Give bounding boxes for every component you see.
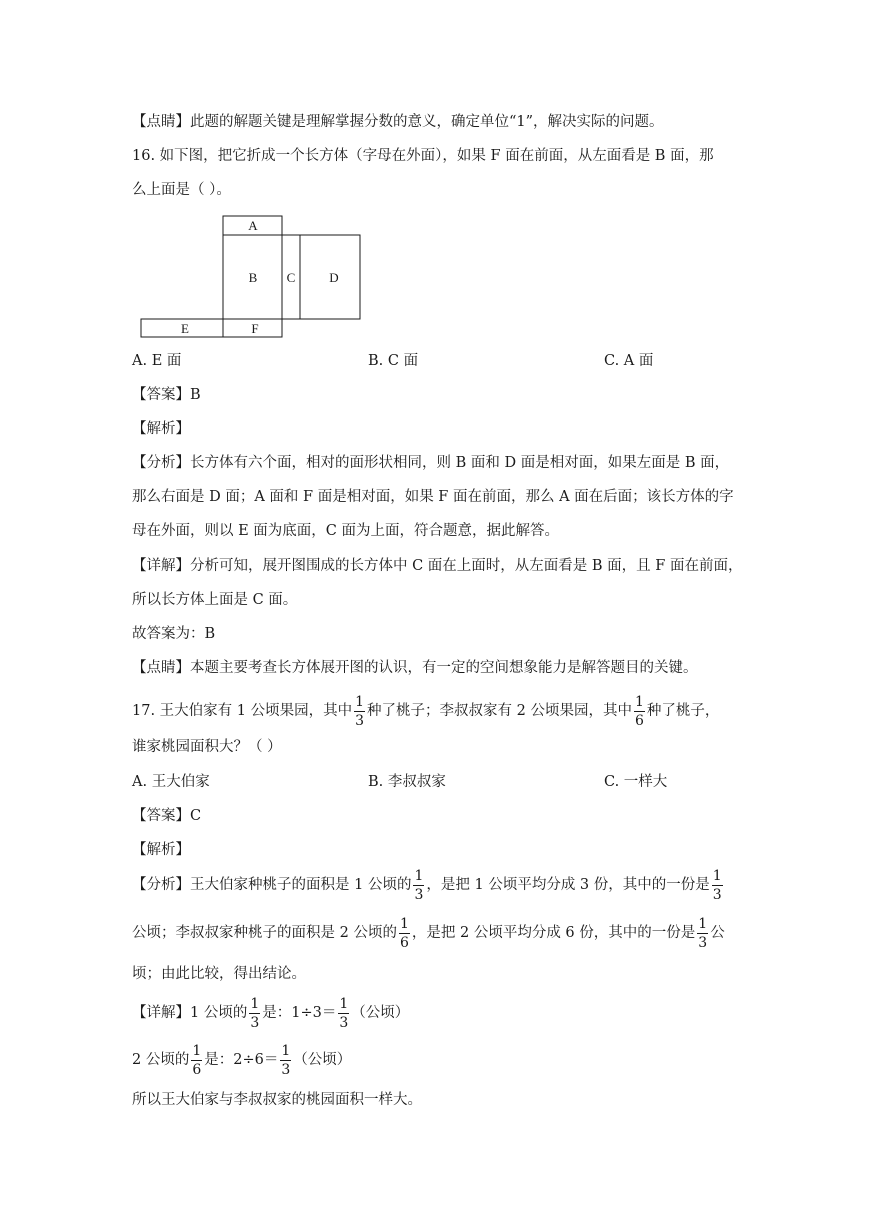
fraction-numerator: 1: [281, 1042, 291, 1059]
q17-jiexi: 【解析】: [132, 842, 190, 858]
net-label-d: D: [329, 270, 339, 285]
fraction-denominator: 3: [414, 886, 424, 903]
q17-xj1-part1: 【详解】1 公顷的: [132, 1005, 248, 1021]
fraction-one-sixth: [634, 695, 645, 728]
q17-fenxi2-part2: ，是把 2 公顷平均分成 6 份，其中的一份是: [411, 925, 696, 941]
q17-fenxi1-part1: 【分析】王大伯家种桃子的面积是 1 公顷的: [132, 877, 412, 893]
fraction-denominator: 3: [712, 886, 722, 903]
fraction-numerator: 1: [635, 693, 644, 710]
q17-answer: 【答案】C: [132, 808, 202, 824]
fraction-denominator: 6: [192, 1061, 202, 1078]
q16-option-a: A. E 面: [132, 353, 182, 369]
fraction-denominator: 3: [698, 934, 708, 951]
q16-option-b: B. C 面: [368, 353, 419, 369]
q17-stem-line2: 谁家桃园面积大？（ ）: [132, 739, 282, 755]
q17-fenxi-line3: 顷；由此比较，得出结论。: [132, 966, 306, 982]
fraction-one-third: [413, 869, 424, 902]
fraction-one-sixth: [399, 917, 410, 950]
fraction-numerator: 1: [250, 995, 260, 1012]
net-label-f: F: [251, 321, 259, 336]
net-label-e: E: [181, 321, 189, 336]
q17-xj2-part2: 是：2÷6＝: [204, 1052, 279, 1068]
q17-fenxi-line1: [132, 866, 725, 904]
fraction-denominator: 3: [250, 1014, 260, 1031]
fraction-numerator: 1: [698, 915, 708, 932]
fraction-one-third: [338, 997, 349, 1030]
q17-stem-part1: 17. 王大伯家有 1 公顷果园，其中: [132, 703, 353, 719]
fraction-denominator: 3: [339, 1014, 349, 1031]
q17-xj1-part2: 是：1÷3＝: [262, 1005, 337, 1021]
q16-jiexi: 【解析】: [132, 421, 190, 437]
q17-fenxi2-part3: 公: [710, 925, 725, 941]
q17-fenxi-line2: [132, 914, 725, 952]
fraction-one-third: [354, 695, 365, 728]
q16-fenxi-line1: 【分析】长方体有六个面，相对的面形状相同，则 B 面和 D 面是相对面，如果左面是 B 面，: [132, 455, 730, 471]
q17-stem-part2: 种了桃子；李叔叔家有 2 公顷果园，其中: [367, 703, 632, 719]
fraction-denominator: 3: [355, 712, 365, 729]
q17-fenxi1-part2: ，是把 1 公顷平均分成 3 份，其中的一份是: [426, 877, 710, 893]
cuboid-net-svg: [140, 215, 362, 339]
fraction-numerator: 1: [712, 867, 722, 884]
q17-option-a: A. 王大伯家: [132, 774, 210, 790]
fraction-one-third: [697, 917, 708, 950]
q17-xj1-part3: （公顷）: [351, 1005, 410, 1021]
q16-fenxi-line3: 母在外面，则以 E 面为底面，C 面为上面，符合题意，据此解答。: [132, 523, 560, 539]
fraction-denominator: 6: [635, 712, 644, 729]
q17-xj2-part1: 2 公顷的: [132, 1052, 190, 1068]
q16-stem-line1: 16. 如下图，把它折成一个长方体（字母在外面），如果 F 面在前面，从左面看是 B 面，那: [132, 148, 714, 164]
q16-option-c: C. A 面: [604, 353, 654, 369]
q17-stem-part3: 种了桃子，: [646, 703, 720, 719]
q17-xiangjie-line2: [132, 1041, 351, 1079]
q15-dianjing: 【点睛】此题的解题关键是理解掌握分数的意义，确定单位“1”，解决实际的问题。: [132, 114, 664, 130]
q16-dianjing: 【点睛】本题主要考查长方体展开图的认识，有一定的空间想象能力是解答题目的关键。: [132, 660, 698, 676]
fraction-one-sixth: [191, 1044, 202, 1077]
fraction-one-third: [712, 869, 723, 902]
q16-stem-line2: 么上面是（ ）。: [132, 182, 231, 198]
net-label-b: B: [248, 270, 258, 285]
fraction-numerator: 1: [355, 693, 365, 710]
q17-xj2-part3: （公顷）: [293, 1052, 352, 1068]
q16-xiangjie-line1: 【详解】分析可知，展开图围成的长方体中 C 面在上面时，从左面看是 B 面，且 F 面在前面，: [132, 558, 743, 574]
q16-answer: 【答案】B: [132, 387, 201, 403]
q17-conclusion: 所以王大伯家与李叔叔家的桃园面积一样大。: [132, 1092, 422, 1108]
q17-xiangjie-line1: [132, 994, 409, 1032]
q16-xiangjie-line2: 所以长方体上面是 C 面。: [132, 592, 298, 608]
fraction-numerator: 1: [399, 915, 409, 932]
q16-fenxi-line2: 那么右面是 D 面；A 面和 F 面是相对面，如果 F 面在前面，那么 A 面在后面；该长方体的字: [132, 489, 734, 505]
fraction-one-third: [280, 1044, 291, 1077]
fraction-one-third: [249, 997, 260, 1030]
fraction-denominator: 6: [399, 934, 409, 951]
q17-fenxi2-part1: 公顷；李叔叔家种桃子的面积是 2 公顷的: [132, 925, 397, 941]
fraction-numerator: 1: [192, 1042, 202, 1059]
q17-option-b: B. 李叔叔家: [368, 774, 446, 790]
fraction-numerator: 1: [339, 995, 349, 1012]
fraction-numerator: 1: [414, 867, 424, 884]
fraction-denominator: 3: [281, 1061, 291, 1078]
cuboid-net-figure: [140, 215, 362, 339]
net-label-a: A: [248, 218, 258, 233]
q17-option-c: C. 一样大: [604, 774, 668, 790]
q16-final-answer: 故答案为：B: [132, 626, 216, 642]
q17-stem-line1: [132, 692, 719, 730]
net-label-c: C: [286, 270, 296, 285]
